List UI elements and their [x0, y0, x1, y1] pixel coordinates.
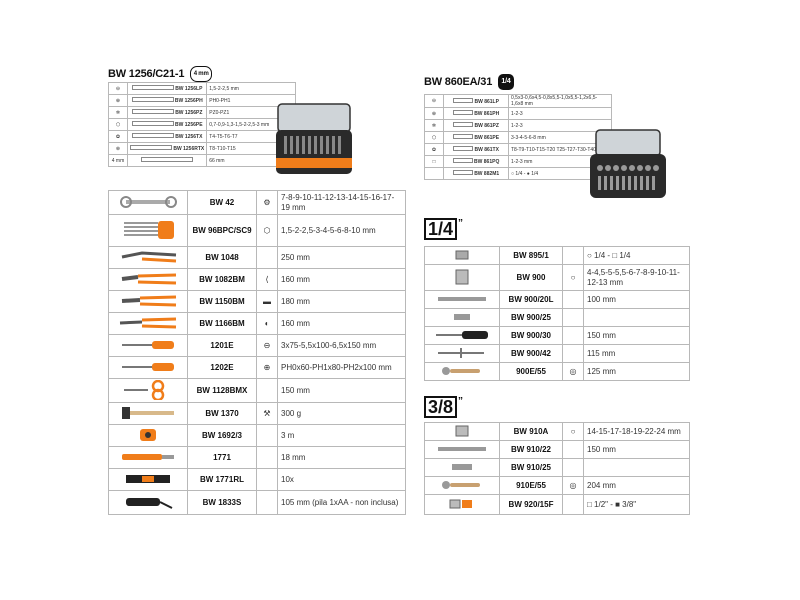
- bit-image: [444, 144, 509, 156]
- tool-spec: 100 mm: [584, 291, 690, 309]
- tool-image: [425, 363, 500, 381]
- bit-spec: 1-2-3: [509, 108, 612, 120]
- tool-code: BW 900/42: [500, 345, 563, 363]
- flat-jaw-icon: ▬: [257, 291, 278, 313]
- bit-image: [444, 108, 509, 120]
- hex-icon: ⬡: [109, 119, 128, 131]
- tool-spec: 14-15-17-18-19-22-24 mm: [584, 423, 690, 441]
- bit-spec: 1-2-3: [509, 120, 612, 132]
- empty-icon: [563, 291, 584, 309]
- tool-image: [425, 309, 500, 327]
- hex-icon: ⬡: [425, 132, 444, 144]
- set1-badge: 4 mm: [190, 66, 212, 82]
- bit-code: BW 1256RTX: [173, 146, 205, 152]
- set2-title: BW 860EA/31: [424, 75, 493, 88]
- tool-spec: 150 mm: [584, 441, 690, 459]
- tool-spec: 250 mm: [278, 247, 406, 269]
- tool-image: [109, 403, 188, 425]
- table-row: [425, 477, 690, 495]
- table-row: [109, 83, 296, 95]
- hex-icon: ⬡: [257, 215, 278, 247]
- tool-image: [109, 269, 188, 291]
- three-eighths-table: [424, 422, 690, 515]
- bit-code: BW 1256LP: [175, 86, 203, 92]
- tool-spec: 115 mm: [584, 345, 690, 363]
- bit-code: BW 1256TX: [175, 134, 203, 140]
- tool-code: BW 920/15F: [500, 495, 563, 515]
- bit-holder-image: [128, 155, 207, 167]
- slotted-icon: ⊖: [257, 335, 278, 357]
- tool-code: BW 900/20L: [500, 291, 563, 309]
- tool-code: BW 1082BM: [188, 269, 257, 291]
- tool-image: [109, 379, 188, 403]
- table-row: [109, 191, 406, 215]
- tool-image: [109, 335, 188, 357]
- table-row: [425, 95, 612, 108]
- empty-icon: [563, 495, 584, 515]
- table-row: [109, 247, 406, 269]
- table-row: [425, 156, 612, 168]
- table-row: [425, 441, 690, 459]
- tool-image: [109, 447, 188, 469]
- tool-code: BW 900/30: [500, 327, 563, 345]
- tool-code: 910E/55: [500, 477, 563, 495]
- bit-spec: PH0-PH1: [207, 95, 296, 107]
- tool-image: [425, 291, 500, 309]
- empty-icon: [257, 469, 278, 491]
- table-row: [109, 313, 406, 335]
- tool-code: BW 900/25: [500, 309, 563, 327]
- empty-cell: [425, 168, 444, 180]
- empty-icon: [563, 309, 584, 327]
- bit-image: [444, 132, 509, 144]
- table-row: [109, 269, 406, 291]
- circle-icon: ○: [563, 423, 584, 441]
- bit-spec: T4-T5-T6-T7: [207, 131, 296, 143]
- phillips-icon: ⊕: [257, 357, 278, 379]
- tool-spec: 3x75-5,5x100-6,5x150 mm: [278, 335, 406, 357]
- hammer-icon: ⚒: [257, 403, 278, 425]
- tool-spec: 125 mm: [584, 363, 690, 381]
- tool-code: BW 96BPC/SC9: [188, 215, 257, 247]
- slotted-icon: ⊖: [425, 95, 444, 108]
- bit-code: BW 861PZ: [474, 123, 499, 129]
- tool-image: [425, 345, 500, 363]
- tool-image: [425, 459, 500, 477]
- bit-spec: T8-T10-T15: [207, 143, 296, 155]
- table-row: [109, 119, 296, 131]
- quarter-inch-table: [424, 246, 690, 381]
- table-row: [109, 447, 406, 469]
- tool-code: BW 910/25: [500, 459, 563, 477]
- bit-spec: 0,5x3-0,6x4,5-0,8x5,5-1,0x5,5-1,2x6,5-1,6x8 mm: [509, 95, 612, 108]
- empty-icon: [563, 441, 584, 459]
- tool-code: 1202E: [188, 357, 257, 379]
- set1-table: [108, 82, 296, 167]
- tool-code: BW 900: [500, 265, 563, 291]
- bit-code: BW 861LP: [474, 98, 499, 105]
- tool-code: BW 1833S: [188, 491, 257, 515]
- phillips-icon: ⊕: [109, 95, 128, 107]
- tool-spec: 180 mm: [278, 291, 406, 313]
- table-row: [425, 459, 690, 477]
- bit-spec: PZ0-PZ1: [207, 107, 296, 119]
- bit-image: [128, 119, 207, 131]
- bit-image: [444, 168, 509, 180]
- tool-image: [109, 191, 188, 215]
- ratchet-icon: ◎: [563, 363, 584, 381]
- pozidriv-icon: ✲: [425, 120, 444, 132]
- bit-spec: ○ 1/4 - ● 1/4: [509, 168, 612, 180]
- table-row: [109, 491, 406, 515]
- tool-image: [109, 215, 188, 247]
- empty-icon: [563, 345, 584, 363]
- table-row: [425, 120, 612, 132]
- bit-image: [128, 83, 207, 95]
- tool-image: [425, 495, 500, 515]
- square-icon: □: [425, 156, 444, 168]
- bit-spec: 1-2-3 mm: [509, 156, 612, 168]
- bit-code: BW 861PE: [474, 135, 500, 141]
- table-row: [425, 144, 612, 156]
- bit-case-image: [272, 100, 354, 180]
- bit-code: BW 861PQ: [474, 159, 500, 165]
- tool-code: BW 1166BM: [188, 313, 257, 335]
- tool-code: BW 1128BMX: [188, 379, 257, 403]
- pozidriv-icon: ✲: [109, 107, 128, 119]
- table-row: [109, 95, 296, 107]
- tool-spec: 300 g: [278, 403, 406, 425]
- tool-image: [109, 313, 188, 335]
- table-row: [425, 423, 690, 441]
- tool-spec: 160 mm: [278, 313, 406, 335]
- set2-title-block: [424, 74, 514, 90]
- tool-code: BW 1771RL: [188, 469, 257, 491]
- bit-image: [128, 107, 207, 119]
- bit-image: [128, 143, 207, 155]
- tool-spec: ○ 1/4 - □ 1/4: [584, 247, 690, 265]
- table-row: [425, 132, 612, 144]
- ratchet-icon: ◎: [563, 477, 584, 495]
- tamper-torx-icon: ⊛: [109, 143, 128, 155]
- tool-spec: 7-8-9-10-11-12-13-14-15-16-17-19 mm: [278, 191, 406, 215]
- bit-image: [444, 156, 509, 168]
- tool-spec: 150 mm: [584, 327, 690, 345]
- table-row: [109, 131, 296, 143]
- tool-image: [425, 423, 500, 441]
- tool-code: 1771: [188, 447, 257, 469]
- set2-table: [424, 94, 612, 180]
- table-row: [425, 309, 690, 327]
- table-row: [425, 265, 690, 291]
- tool-image: [425, 477, 500, 495]
- tool-code: BW 1048: [188, 247, 257, 269]
- empty-icon: [563, 247, 584, 265]
- bit-code: BW 1256PZ: [175, 110, 203, 116]
- tool-spec: [584, 459, 690, 477]
- flat-tip-icon: ◐: [257, 313, 278, 335]
- table-row: [425, 108, 612, 120]
- size-label: 4 mm: [109, 155, 128, 167]
- tool-image: [109, 291, 188, 313]
- tool-spec: 1,5-2-2,5-3-4-5-6-8-10 mm: [278, 215, 406, 247]
- tool-image: [109, 247, 188, 269]
- table-row: [425, 291, 690, 309]
- table-row: [109, 291, 406, 313]
- tool-spec: 150 mm: [278, 379, 406, 403]
- circle-icon: ○: [563, 265, 584, 291]
- cutter-icon: ⟨: [257, 269, 278, 291]
- bit-spec: T8-T9-T10-T15-T20 T25-T27-T30-T40: [509, 144, 612, 156]
- bit-code: BW 1256PH: [174, 98, 203, 104]
- tool-code: BW 1692/3: [188, 425, 257, 447]
- main-tools-table: [108, 190, 406, 515]
- tool-spec: PH0x60-PH1x80-PH2x100 mm: [278, 357, 406, 379]
- socket-case-image: [586, 128, 668, 202]
- tool-code: BW 1370: [188, 403, 257, 425]
- bit-code: BW 1256PE: [175, 122, 203, 128]
- torx-icon: ✿: [425, 144, 444, 156]
- empty-icon: [563, 459, 584, 477]
- table-row: [109, 335, 406, 357]
- empty-icon: [563, 327, 584, 345]
- table-row: [425, 168, 612, 180]
- bit-code: BW 861PH: [474, 111, 500, 117]
- table-row: [425, 495, 690, 515]
- torx-icon: ✿: [109, 131, 128, 143]
- quarter-inch-text: 1/4: [424, 218, 457, 240]
- tool-spec: □ 1/2" - ■ 3/8": [584, 495, 690, 515]
- tool-spec: 160 mm: [278, 269, 406, 291]
- bit-spec: 1,5-2-2,5 mm: [207, 83, 296, 95]
- empty-icon: [257, 491, 278, 515]
- table-row: [109, 403, 406, 425]
- tool-image: [425, 327, 500, 345]
- bit-spec: 66 mm: [207, 155, 296, 167]
- tool-image: [425, 265, 500, 291]
- bit-code: BW 882M1: [474, 171, 500, 177]
- tool-image: [109, 491, 188, 515]
- tool-code: BW 895/1: [500, 247, 563, 265]
- tool-spec: [584, 309, 690, 327]
- tool-code: 900E/55: [500, 363, 563, 381]
- empty-icon: [257, 247, 278, 269]
- spanner-icon: ⚙: [257, 191, 278, 215]
- table-row: [425, 345, 690, 363]
- tool-image: [109, 469, 188, 491]
- table-row: [425, 247, 690, 265]
- tool-spec: 3 m: [278, 425, 406, 447]
- bit-spec: 0,7-0,9-1,3-1,5-2-2,5-3 mm: [207, 119, 296, 131]
- table-row: [425, 327, 690, 345]
- table-row: [109, 143, 296, 155]
- set1-title-block: [108, 66, 212, 82]
- table-row: [109, 215, 406, 247]
- phillips-icon: ⊕: [425, 108, 444, 120]
- table-row: [425, 363, 690, 381]
- set2-badge: 1/4: [498, 74, 514, 90]
- tool-spec: 204 mm: [584, 477, 690, 495]
- bit-spec: 3-3-4-5-6-8 mm: [509, 132, 612, 144]
- table-row: [109, 357, 406, 379]
- empty-icon: [257, 447, 278, 469]
- tool-image: [109, 357, 188, 379]
- tool-code: BW 910A: [500, 423, 563, 441]
- tool-code: BW 42: [188, 191, 257, 215]
- bit-code: BW 861TX: [474, 147, 499, 153]
- slotted-icon: ⊖: [109, 83, 128, 95]
- table-row: [109, 155, 296, 167]
- empty-icon: [257, 425, 278, 447]
- tool-spec: 18 mm: [278, 447, 406, 469]
- tool-image: [109, 425, 188, 447]
- bit-image: [444, 120, 509, 132]
- tool-spec: 4-4,5-5-5,5-6-7-8-9-10-11-12-13 mm: [584, 265, 690, 291]
- tool-image: [425, 247, 500, 265]
- quarter-inch-label: 1/4 ”: [424, 218, 463, 240]
- table-row: [109, 469, 406, 491]
- table-row: [109, 379, 406, 403]
- tool-code: BW 1150BM: [188, 291, 257, 313]
- tool-spec: 10x: [278, 469, 406, 491]
- bit-image: [444, 95, 509, 108]
- empty-icon: [257, 379, 278, 403]
- tool-code: 1201E: [188, 335, 257, 357]
- bit-image: [128, 131, 207, 143]
- table-row: [109, 107, 296, 119]
- table-row: [109, 425, 406, 447]
- tool-image: [425, 441, 500, 459]
- set1-title: BW 1256/C21-1: [108, 67, 185, 80]
- bit-image: [128, 95, 207, 107]
- tool-code: BW 910/22: [500, 441, 563, 459]
- tool-spec: 105 mm (pila 1xAA - non inclusa): [278, 491, 406, 515]
- three-eighths-label: 3/8 ”: [424, 396, 463, 418]
- three-eighths-text: 3/8: [424, 396, 457, 418]
